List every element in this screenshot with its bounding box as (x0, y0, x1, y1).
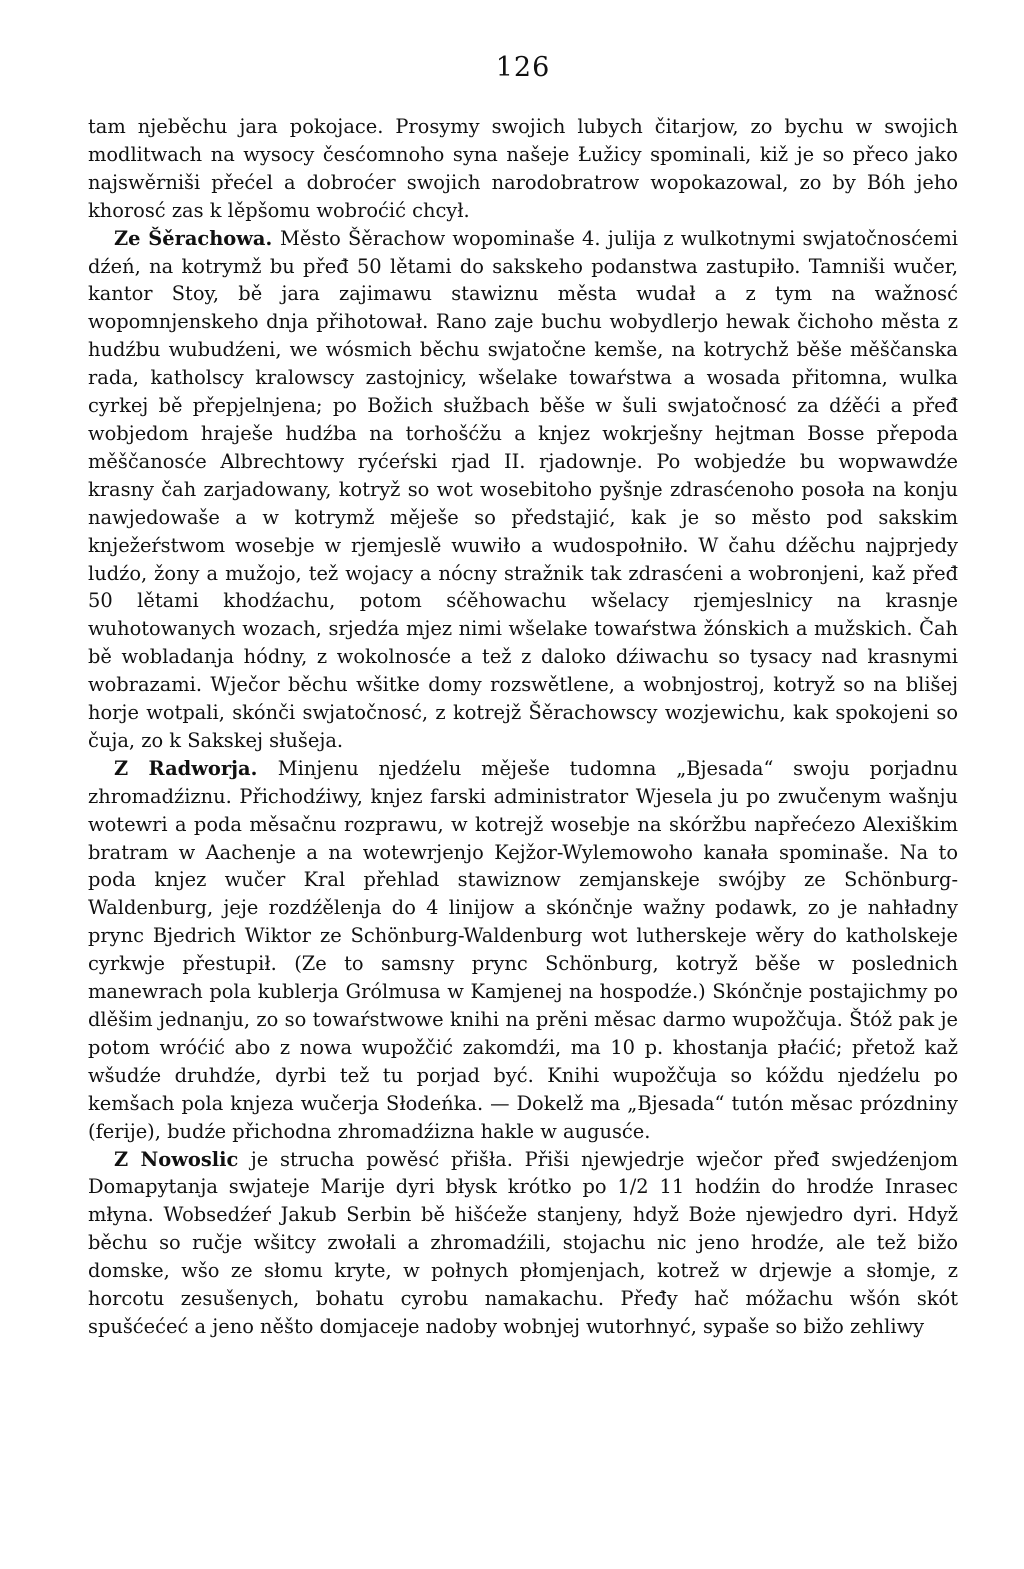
paragraph-radworja (88, 755, 958, 1146)
body-text (88, 113, 958, 1341)
paragraph-text: tam njeběchu jara pokojace. Prosymy swojich lubych čitarjow, zo bychu w swojich modlitwach na wysocy česćomnoho syna našeje Łužicy spominali, kiž je so přeco jako najswěrniši přećel a dobroćer swojich narodobratrow wopokazowal, zo by Bóh jeho khorosć zas k lěpšomu wobroćić chcył. (88, 115, 958, 222)
section-heading: Z Nowoslic (114, 1147, 251, 1171)
paragraph-text: Město Šěrachow wopominaše 4. julija z wulkotnymi swjatočnosćemi dźeń, na kotrymž bu přeđ 50 lětami do sakskeho podanstwa zastupiło. Tamniši wučer, kantor Stoy, bě jara zajimawu stawiznu města wudał a z tym na wažnosć wopomnjenskeho dnja přihotował. Rano zaje buchu wobydlerjo hewak čichoho města z hudźbu wubudźeni, we wósmich běchu swjatočne kemše, na kotrychž běše měščanska rada, katholscy kralowscy zastojnicy, wšelake towaŕstwa a wosada přitomna, wulka cyrkej bě přepjelnjena; po Božich słužbach běše w šuli swjatočnosć za dźěći a přeđ wobjedom hraješe hudźba na torhošćžu a knjez wokrješny hejtman Bosse přepoda měščanosće Albrechtowy ryćeŕski rjad II. rjadownje. Po wobjedźe bu wopwawdźe krasny čah zarjadowany, kotryž so wot wosebitoho pyšnje zdrasćenoho posoła na konju nawjedowaše a w kotrymž měješe so předstajić, kak je so město pod sakskim knježeŕstwom wosebje w rjemjeslě wuwiło a wudospołniło. W čahu dźěchu najprjedy ludźo, žony a mužojo, tež wojacy a nócny stražnik tak zdrasćeni a wobronjeni, kaž přeđ 50 lětami khodźachu, potom sćěhowachu wšelacy rjemjeslnicy na krasnje wuhotowanych wozach, srjedźa mjez nimi wšelake towaŕstwa žónskich a mužskich. Čah bě wobladanja hódny, z wokolnosće a tež z daloko dźiwachu so tysacy nad krasnymi wobrazami. Wječor běchu wšitke domy rozswětlene, a wobnjostroj, kotryž so na blišej horje wotpali, skónči swjatočnosć, z kotrejž Šěrachowscy wozjewichu, kak spokojeni so čuja, zo k Sakskej słušeja. (88, 226, 958, 752)
paragraph-nowoslic (88, 1146, 958, 1341)
paragraph-intro (88, 113, 958, 225)
paragraph-text: je strucha powěsć přišła. Přiši njewjedrje wječor přeđ swjedźenjom Domapytanja swjateje Marije dyri błysk krótko po 1/2 11 hodźin do hrodźe Inrasec młyna. Wobsedźeŕ Jakub Serbin bě hišćeže stanjeny, hdyž Boże njewjedro dyri. Hdyž běchu so ručje wšitcy zwołali a zhromadźili, stojachu nic jeno hrodźe, ale tež bižo domske, wšo ze słomu kryte, w połnych płomjenjach, kotrež w drjewje a słomje, z horcotu zesušenych, bohatu cyrobu namakachu. Přeđy hač móžachu wšón skót spušćećeć a jeno něšto domjaceje nadoby wobnjej wutorhnyć, sypaše so bižo zehliwy (88, 1147, 958, 1338)
paragraph-text: Minjenu njedźelu měješe tudomna „Bjesada“ swoju porjadnu zhromadźiznu. Přichodźiwy, knjez farski administrator Wjesela ju po zwučenym wašnju wotewri a poda měsačnu rozprawu, w kotrejž wosebje na skóržbu napřećezo Alexiškim bratram w Aachenje a na wotewrjenjo Kejžor-Wylemowoho kanała spominaše. Na to poda knjez wučer Kral přehlad stawiznow zemjanskeje swójby ze Schönburg-Waldenburg, jeje rozdźělenja do 4 linijow a skónčnje wažny podawk, zo je nahładny prync Bjedrich Wiktor ze Schönburg-Waldenburg wot lutherskeje wěry do katholskeje cyrkwje přestupił. (Ze to samsny prync Schönburg, kotryž běše w poslednich manewrach pola kublerja Grólmusa w Kamjenej na hospodźe.) Skónčnje postajichmy po dlěšim jednanju, zo so towaŕstwowe knihi na prěni měsac darmo wupožčuja. Štóž pak je potom wróćić abo z nowa wupožčić zakomdźi, ma 10 p. khostanja płaćić; přetož kaž wšudźe druhdźe, dyrbi tež tu porjad być. Knihi wupožčuja so kóždu njedźelu po kemšach pola knjeza wučerja Słodeńka. — Dokelž ma „Bjesada“ tutón měsac prózdniny (ferije), budźe přichodna zhromadźizna hakle w augusće. (88, 756, 958, 1143)
page-number: 126 (495, 52, 551, 83)
document-page (88, 52, 958, 1341)
section-heading: Ze Šěrachowa. (114, 226, 281, 250)
section-heading: Z Radworja. (114, 756, 278, 780)
paragraph-scherachow (88, 225, 958, 755)
